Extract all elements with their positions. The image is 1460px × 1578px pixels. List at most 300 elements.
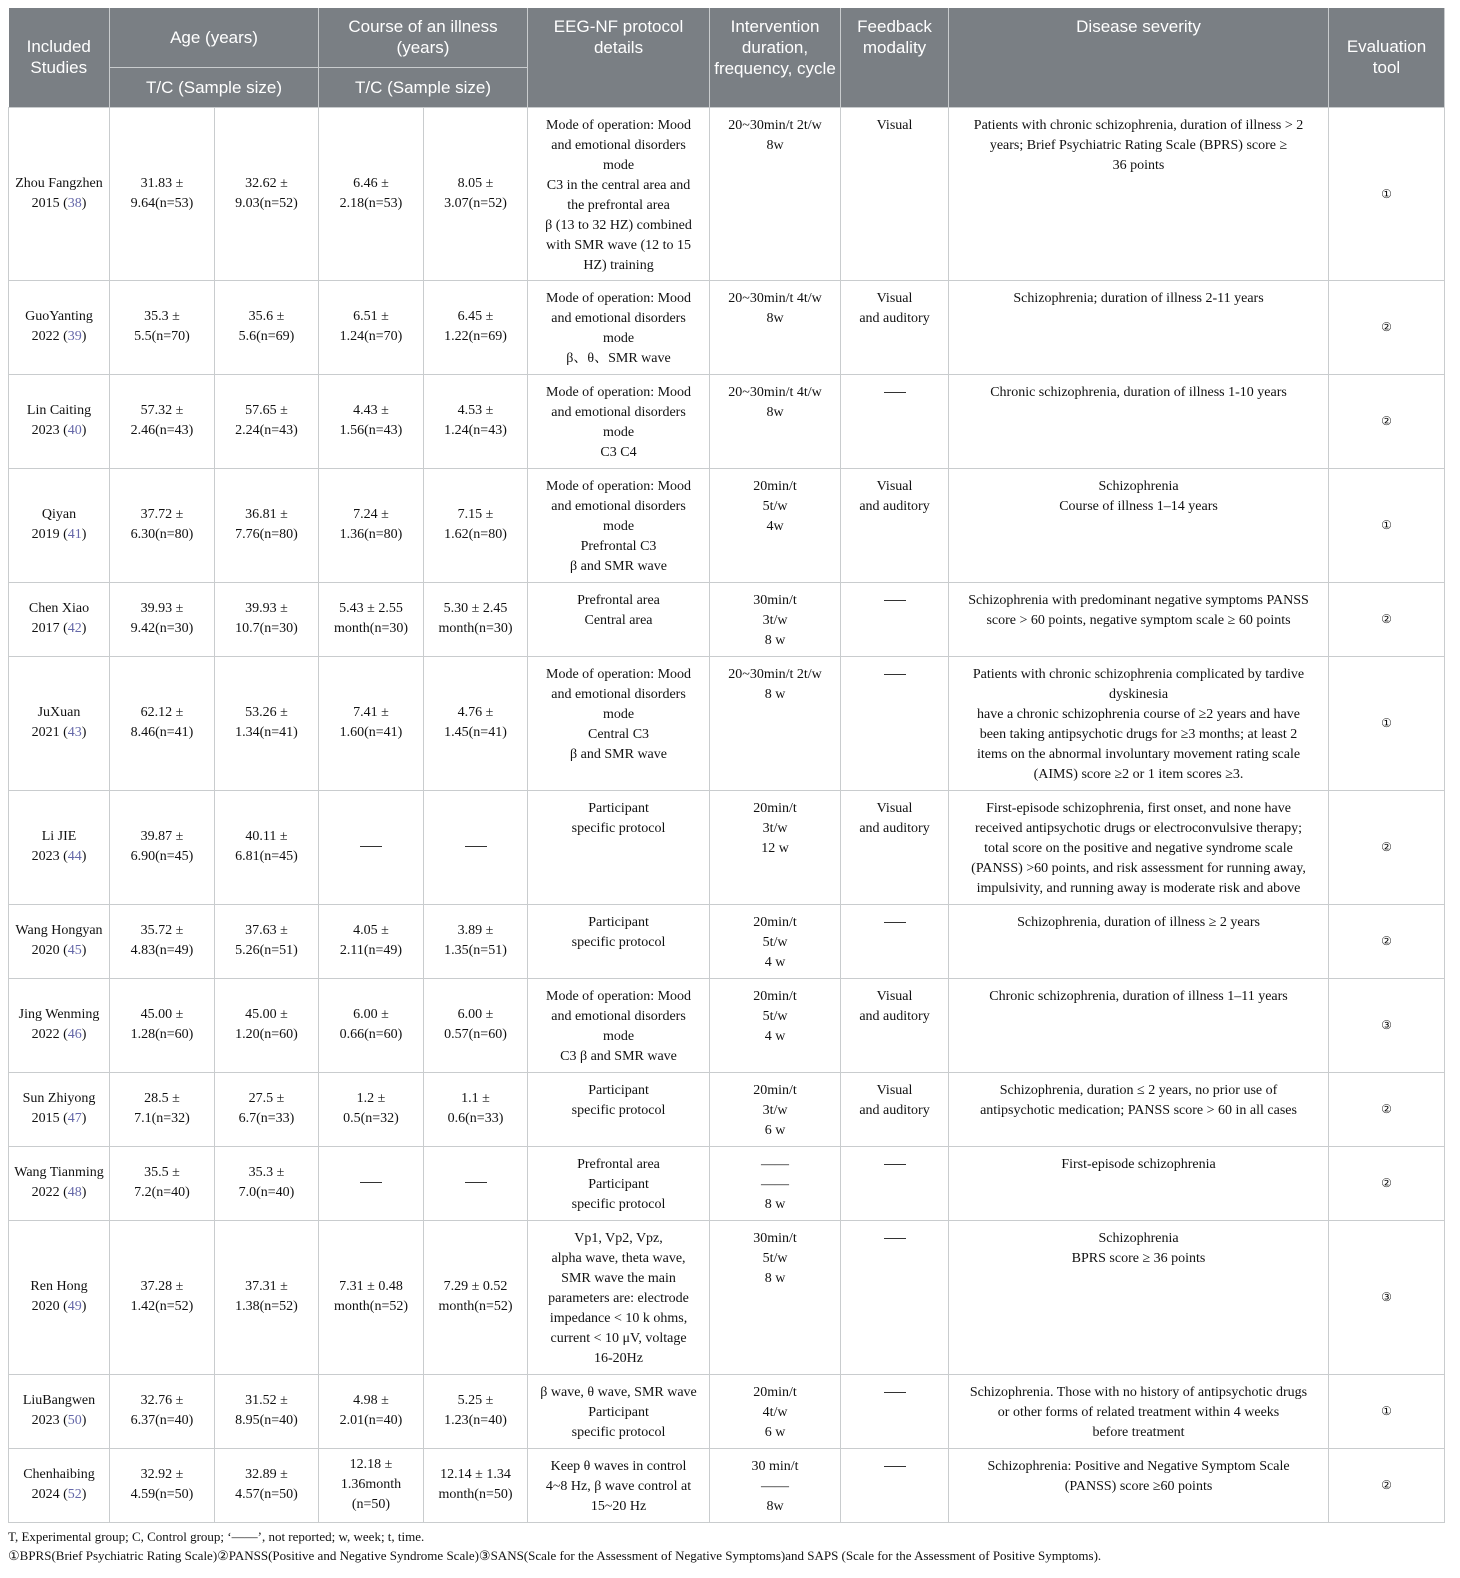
- cell-severity-text: Schizophrenia Course of illness 1–14 years: [1059, 478, 1218, 514]
- study-name: Chenhaibing: [23, 1467, 95, 1482]
- cell-evaluation-tool-text: ②: [1381, 320, 1392, 334]
- cell-feedback: [841, 1146, 949, 1220]
- study-year: 2015: [31, 1111, 60, 1126]
- cell-protocol: [528, 280, 710, 374]
- cell-feedback: [841, 790, 949, 904]
- study-reference-link[interactable]: 46: [67, 1027, 82, 1042]
- cell-severity-text: First-episode schizophrenia: [1061, 1156, 1216, 1172]
- cell-feedback: [841, 582, 949, 656]
- studies-table: [8, 8, 1445, 1523]
- cell-age-c: [215, 107, 319, 280]
- study-reference-link[interactable]: 45: [67, 943, 82, 958]
- cell-age-c: [215, 790, 319, 904]
- study-year-ref: 2017 (42): [31, 621, 87, 636]
- cell-feedback: [841, 107, 949, 280]
- table-row: [9, 1448, 1445, 1522]
- cell-course-c: [424, 904, 528, 978]
- cell-course-c: [424, 374, 528, 468]
- cell-severity: [949, 978, 1329, 1072]
- cell-age-c: [215, 374, 319, 468]
- cell-evaluation-tool: [1329, 1448, 1445, 1522]
- header-course: Course of an illness (years): [319, 8, 528, 67]
- cell-evaluation-tool-text: ③: [1381, 1018, 1392, 1032]
- cell-intervention: [710, 1146, 841, 1220]
- study-reference-link[interactable]: 52: [67, 1487, 82, 1502]
- cell-severity: [949, 1374, 1329, 1448]
- study-reference-link[interactable]: 42: [67, 621, 82, 636]
- cell-age-c-text: 53.26 ± 1.34(n=41): [235, 705, 298, 740]
- cell-evaluation-tool: [1329, 1220, 1445, 1374]
- cell-severity: [949, 468, 1329, 582]
- cell-protocol-text: Participant specific protocol: [571, 800, 666, 836]
- cell-age-c-text: 40.11 ± 6.81(n=45): [235, 829, 298, 864]
- study-year: 2022: [31, 329, 60, 344]
- cell-age-c: [215, 978, 319, 1072]
- cell-age-t-text: 35.5 ± 7.2(n=40): [134, 1165, 190, 1200]
- not-reported-dash: [884, 674, 906, 675]
- cell-course-c-text: 1.1 ± 0.6(n=33): [447, 1091, 504, 1126]
- cell-study: [9, 374, 110, 468]
- cell-protocol: [528, 1146, 710, 1220]
- study-reference-link[interactable]: 43: [67, 725, 82, 740]
- table-row: [9, 468, 1445, 582]
- cell-intervention-text: 20~30min/t 2t/w 8w: [728, 117, 822, 153]
- cell-severity: [949, 1220, 1329, 1374]
- cell-evaluation-tool-text: ①: [1381, 716, 1392, 730]
- header-evaluation-tool: Evaluation tool: [1329, 8, 1445, 107]
- cell-severity: [949, 1072, 1329, 1146]
- cell-feedback: [841, 978, 949, 1072]
- cell-evaluation-tool: [1329, 1146, 1445, 1220]
- cell-age-c: [215, 1146, 319, 1220]
- not-reported-dash: [465, 846, 487, 847]
- study-name: GuoYanting: [25, 309, 93, 324]
- cell-course-t: [319, 1220, 424, 1374]
- cell-course-t: [319, 107, 424, 280]
- cell-severity-text: Schizophrenia with predominant negative symptoms PANSS score > 60 points, negative symptom scale ≥ 60 points: [968, 592, 1309, 628]
- cell-severity: [949, 374, 1329, 468]
- cell-intervention-text: 20~30min/t 4t/w 8w: [728, 290, 822, 326]
- cell-protocol-text: Mode of operation: Mood and emotional disorders mode β、θ、SMR wave: [546, 290, 692, 366]
- cell-study: [9, 107, 110, 280]
- cell-course-t: [319, 1072, 424, 1146]
- cell-age-t-text: 35.3 ± 5.5(n=70): [134, 309, 190, 344]
- cell-protocol: [528, 656, 710, 790]
- cell-age-c-text: 32.62 ± 9.03(n=52): [235, 175, 298, 211]
- cell-protocol-text: β wave, θ wave, SMR wave Participant specific protocol: [540, 1384, 697, 1440]
- cell-severity-text: Patients with chronic schizophrenia, duration of illness > 2 years; Brief Psychiatric Rating Scale (BPRS) score ≥ 36 points: [973, 117, 1304, 173]
- cell-severity: [949, 1448, 1329, 1522]
- cell-study: [9, 978, 110, 1072]
- cell-protocol: [528, 1448, 710, 1522]
- cell-course-c: [424, 1220, 528, 1374]
- cell-intervention-text: 20min/t 5t/w 4 w: [753, 988, 797, 1044]
- table-container: [8, 8, 1452, 1565]
- cell-evaluation-tool-text: ①: [1381, 1404, 1392, 1418]
- cell-intervention-text: 20~30min/t 4t/w 8w: [728, 384, 822, 420]
- cell-severity: [949, 582, 1329, 656]
- study-reference-link[interactable]: 40: [67, 423, 82, 438]
- cell-course-c-text: 7.29 ± 0.52 month(n=52): [438, 1279, 513, 1314]
- cell-evaluation-tool: [1329, 582, 1445, 656]
- cell-protocol: [528, 468, 710, 582]
- cell-age-t: [110, 790, 215, 904]
- cell-course-t-text: 6.51 ± 1.24(n=70): [339, 309, 403, 344]
- cell-course-t: [319, 904, 424, 978]
- cell-age-t-text: 32.92 ± 4.59(n=50): [130, 1467, 194, 1502]
- cell-course-c: [424, 1374, 528, 1448]
- cell-age-c-text: 27.5 ± 6.7(n=33): [238, 1091, 295, 1126]
- cell-feedback-text: Visual: [876, 117, 913, 133]
- cell-study: [9, 1220, 110, 1374]
- cell-age-t-text: 45.00 ± 1.28(n=60): [130, 1007, 194, 1042]
- cell-age-c: [215, 1448, 319, 1522]
- cell-protocol: [528, 904, 710, 978]
- cell-course-c: [424, 582, 528, 656]
- cell-course-c: [424, 978, 528, 1072]
- study-year-ref: 2022 (39): [31, 329, 87, 344]
- study-year: 2023: [31, 1413, 60, 1428]
- cell-study: [9, 1072, 110, 1146]
- study-year: 2023: [31, 423, 60, 438]
- cell-severity: [949, 656, 1329, 790]
- header-intervention: Intervention duration, frequency, cycle: [710, 8, 841, 107]
- cell-age-t-text: 62.12 ± 8.46(n=41): [130, 705, 194, 740]
- cell-evaluation-tool: [1329, 374, 1445, 468]
- cell-protocol-text: Prefrontal area Central area: [577, 592, 660, 628]
- cell-evaluation-tool: [1329, 656, 1445, 790]
- header-severity: Disease severity: [949, 8, 1329, 107]
- cell-feedback: [841, 656, 949, 790]
- cell-intervention: [710, 790, 841, 904]
- study-year: 2022: [31, 1185, 60, 1200]
- cell-intervention-text: 30min/t 3t/w 8 w: [753, 592, 797, 648]
- cell-intervention: [710, 1072, 841, 1146]
- cell-severity-text: Schizophrenia: Positive and Negative Symptom Scale (PANSS) score ≥60 points: [987, 1458, 1290, 1494]
- cell-course-t: [319, 468, 424, 582]
- cell-age-t: [110, 1072, 215, 1146]
- not-reported-dash: [884, 1392, 906, 1393]
- cell-course-c-text: 7.15 ± 1.62(n=80): [444, 507, 507, 542]
- cell-age-c: [215, 1220, 319, 1374]
- study-year-ref: 2023 (40): [31, 423, 87, 438]
- cell-age-t: [110, 582, 215, 656]
- table-row: [9, 978, 1445, 1072]
- cell-feedback-text: Visual and auditory: [859, 290, 930, 326]
- cell-severity-text: Schizophrenia BPRS score ≥ 36 points: [1071, 1230, 1206, 1266]
- cell-intervention: [710, 1448, 841, 1522]
- table-row: [9, 107, 1445, 280]
- cell-severity: [949, 790, 1329, 904]
- study-year: 2019: [31, 527, 60, 542]
- cell-intervention-text: 20min/t 3t/w 6 w: [753, 1082, 797, 1138]
- cell-protocol: [528, 374, 710, 468]
- cell-feedback-text: Visual and auditory: [859, 800, 930, 836]
- study-name: Lin Caiting: [26, 403, 92, 418]
- cell-protocol-text: Mode of operation: Mood and emotional disorders mode Central C3 β and SMR wave: [546, 666, 692, 762]
- study-reference-link[interactable]: 47: [67, 1111, 82, 1126]
- cell-course-c-text: 6.00 ± 0.57(n=60): [444, 1007, 507, 1042]
- cell-intervention-text: 20min/t 5t/w 4w: [753, 478, 797, 534]
- study-reference-link[interactable]: 38: [67, 195, 82, 211]
- not-reported-dash: [465, 1182, 487, 1183]
- cell-protocol-text: Mode of operation: Mood and emotional disorders mode Prefrontal C3 β and SMR wave: [546, 478, 692, 574]
- table-row: [9, 790, 1445, 904]
- cell-age-c: [215, 904, 319, 978]
- cell-evaluation-tool: [1329, 107, 1445, 280]
- cell-protocol-text: Mode of operation: Mood and emotional disorders mode C3 in the central area and the prefrontal area β (13 to 32 HZ) combined with SMR wave (12 to 15 HZ) training: [545, 117, 692, 273]
- cell-severity-text: Patients with chronic schizophrenia complicated by tardive dyskinesia have a chronic schizophrenia course of ≥2 years and have been taking antipsychotic drugs for ≥3 months; at least 2 items on the abnormal involuntary movement rating scale (AIMS) score ≥2 or 1 item scores ≥3.: [972, 666, 1305, 782]
- cell-age-c-text: 37.63 ± 5.26(n=51): [235, 923, 298, 958]
- cell-feedback-text: Visual and auditory: [859, 1082, 930, 1118]
- study-year: 2024: [31, 1487, 60, 1502]
- cell-course-t: [319, 978, 424, 1072]
- cell-protocol: [528, 582, 710, 656]
- study-name: JuXuan: [37, 705, 81, 720]
- cell-severity-text: Chronic schizophrenia, duration of illness 1-10 years: [990, 384, 1287, 400]
- cell-evaluation-tool-text: ①: [1381, 186, 1392, 201]
- cell-evaluation-tool-text: ②: [1381, 934, 1392, 948]
- study-name: Jing Wenming: [18, 1007, 100, 1022]
- cell-protocol-text: Mode of operation: Mood and emotional disorders mode C3 C4: [546, 384, 692, 460]
- cell-protocol-text: Keep θ waves in control 4~8 Hz, β wave control at 15~20 Hz: [545, 1458, 692, 1514]
- cell-protocol-text: Vp1, Vp2, Vpz, alpha wave, theta wave, SMR wave the main parameters are: electrode impedance < 10 k ohms, current < 10 μV, voltage 16-20Hz: [548, 1230, 689, 1366]
- cell-course-t-text: 5.43 ± 2.55 month(n=30): [334, 601, 408, 636]
- cell-age-t-text: 31.83 ± 9.64(n=53): [130, 175, 194, 211]
- study-year-ref: 2022 (48): [31, 1185, 87, 1200]
- cell-age-t-text: 32.76 ± 6.37(n=40): [130, 1393, 194, 1428]
- cell-evaluation-tool: [1329, 1374, 1445, 1448]
- study-year-ref: 2022 (46): [31, 1027, 87, 1042]
- study-year-ref: 2023 (50): [31, 1413, 87, 1428]
- cell-intervention: [710, 468, 841, 582]
- header-age-sub: T/C (Sample size): [110, 67, 319, 107]
- cell-severity-text: Chronic schizophrenia, duration of illness 1–11 years: [989, 988, 1288, 1004]
- study-year-ref: 2019 (41): [31, 527, 87, 542]
- cell-feedback-text: Visual and auditory: [859, 988, 930, 1024]
- cell-age-t-text: 57.32 ± 2.46(n=43): [130, 403, 194, 438]
- cell-study: [9, 904, 110, 978]
- cell-age-t: [110, 374, 215, 468]
- cell-age-c-text: 32.89 ± 4.57(n=50): [235, 1467, 298, 1502]
- study-year: 2017: [31, 621, 60, 636]
- table-body: [9, 107, 1445, 1522]
- cell-course-c-text: 5.25 ± 1.23(n=40): [444, 1393, 507, 1428]
- table-row: [9, 1146, 1445, 1220]
- cell-age-t: [110, 468, 215, 582]
- study-year: 2015: [31, 195, 60, 211]
- cell-study: [9, 1374, 110, 1448]
- table-row: [9, 656, 1445, 790]
- cell-course-c: [424, 1072, 528, 1146]
- cell-course-c-text: 3.89 ± 1.35(n=51): [444, 923, 507, 958]
- cell-age-t-text: 35.72 ± 4.83(n=49): [130, 923, 194, 958]
- cell-evaluation-tool: [1329, 904, 1445, 978]
- study-reference-link[interactable]: 49: [67, 1299, 82, 1314]
- cell-evaluation-tool-text: ③: [1381, 1290, 1392, 1304]
- not-reported-dash: [884, 1466, 906, 1467]
- cell-intervention-text: 20min/t 5t/w 4 w: [753, 914, 797, 970]
- cell-course-t: [319, 1448, 424, 1522]
- cell-intervention: [710, 582, 841, 656]
- cell-age-t: [110, 1448, 215, 1522]
- header-included-studies: Included Studies: [9, 8, 110, 107]
- study-reference-link[interactable]: 44: [67, 849, 82, 864]
- study-year-ref: 2020 (49): [31, 1299, 87, 1314]
- cell-course-c-text: 6.45 ± 1.22(n=69): [444, 309, 507, 344]
- cell-course-c: [424, 468, 528, 582]
- study-reference-link[interactable]: 41: [67, 527, 82, 542]
- cell-feedback: [841, 1374, 949, 1448]
- cell-feedback: [841, 280, 949, 374]
- cell-intervention-text: 20min/t 3t/w 12 w: [753, 800, 797, 856]
- cell-course-t-text: 6.00 ± 0.66(n=60): [339, 1007, 403, 1042]
- cell-course-t: [319, 790, 424, 904]
- cell-study: [9, 1146, 110, 1220]
- cell-intervention: [710, 1374, 841, 1448]
- cell-course-t: [319, 1374, 424, 1448]
- header-protocol: EEG-NF protocol details: [528, 8, 710, 107]
- cell-course-c: [424, 1146, 528, 1220]
- cell-intervention: [710, 107, 841, 280]
- not-reported-dash: [884, 922, 906, 923]
- cell-age-c: [215, 582, 319, 656]
- cell-age-c: [215, 280, 319, 374]
- cell-evaluation-tool-text: ①: [1381, 518, 1392, 532]
- cell-age-c: [215, 468, 319, 582]
- cell-protocol: [528, 978, 710, 1072]
- cell-age-t-text: 37.72 ± 6.30(n=80): [130, 507, 194, 542]
- cell-severity-text: First-episode schizophrenia, first onset, and none have received antipsychotic drugs or electroconvulsive therapy; total score on the positive and negative syndrome scale (PANSS) >60 points, and risk assessment for running away, impulsivity, and running away is moderate risk and above: [971, 800, 1306, 896]
- cell-severity: [949, 904, 1329, 978]
- cell-evaluation-tool-text: ②: [1381, 414, 1392, 428]
- cell-intervention: [710, 374, 841, 468]
- study-name: Qiyan: [41, 507, 77, 522]
- study-name: Li JIE: [41, 829, 77, 844]
- cell-study: [9, 582, 110, 656]
- cell-study: [9, 790, 110, 904]
- cell-intervention: [710, 1220, 841, 1374]
- study-year-ref: 2015 (47): [31, 1111, 87, 1126]
- cell-feedback: [841, 1448, 949, 1522]
- cell-evaluation-tool-text: ②: [1381, 612, 1392, 626]
- cell-protocol: [528, 1220, 710, 1374]
- study-name: Ren Hong: [30, 1279, 88, 1294]
- cell-course-t-text: 6.46 ± 2.18(n=53): [339, 175, 403, 211]
- cell-evaluation-tool: [1329, 468, 1445, 582]
- cell-protocol: [528, 107, 710, 280]
- study-year: 2022: [31, 1027, 60, 1042]
- study-name: Wang Tianming: [14, 1165, 104, 1180]
- cell-intervention: [710, 656, 841, 790]
- study-year: 2023: [31, 849, 60, 864]
- table-row: [9, 582, 1445, 656]
- cell-age-t-text: 28.5 ± 7.1(n=32): [134, 1091, 190, 1126]
- not-reported-dash: [360, 1182, 382, 1183]
- cell-age-c-text: 31.52 ± 8.95(n=40): [235, 1393, 298, 1428]
- cell-evaluation-tool: [1329, 1072, 1445, 1146]
- cell-age-c-text: 45.00 ± 1.20(n=60): [235, 1007, 298, 1042]
- cell-course-c-text: 4.76 ± 1.45(n=41): [444, 705, 507, 740]
- not-reported-dash: [884, 1238, 906, 1239]
- cell-evaluation-tool: [1329, 280, 1445, 374]
- cell-course-t: [319, 656, 424, 790]
- cell-age-c-text: 36.81 ± 7.76(n=80): [235, 507, 298, 542]
- cell-age-t: [110, 280, 215, 374]
- study-year: 2020: [31, 1299, 60, 1314]
- cell-evaluation-tool-text: ②: [1381, 1102, 1392, 1116]
- table-row: [9, 904, 1445, 978]
- cell-course-c: [424, 1448, 528, 1522]
- cell-intervention: [710, 280, 841, 374]
- cell-study: [9, 1448, 110, 1522]
- cell-course-t-text: 4.43 ± 1.56(n=43): [339, 403, 403, 438]
- cell-course-c-text: 8.05 ± 3.07(n=52): [444, 175, 507, 211]
- cell-course-t-text: 7.31 ± 0.48 month(n=52): [334, 1279, 408, 1314]
- cell-protocol: [528, 790, 710, 904]
- not-reported-dash: [884, 600, 906, 601]
- cell-intervention-text: 30min/t 5t/w 8 w: [753, 1230, 797, 1286]
- cell-feedback: [841, 1220, 949, 1374]
- notes-scales: ①BPRS(Brief Psychiatric Rating Scale)②PANSS(Positive and Negative Syndrome Scale)③SANS(Scale for the Assessment of Negative Symptoms)and SAPS (Scale for the Assessment of Positive Symptoms).: [8, 1547, 1102, 1563]
- cell-age-t: [110, 1220, 215, 1374]
- study-year-ref: 2021 (43): [31, 725, 87, 740]
- not-reported-dash: [884, 1164, 906, 1165]
- study-name: Zhou Fangzhen: [15, 175, 103, 191]
- cell-feedback: [841, 1072, 949, 1146]
- study-reference-link[interactable]: 39: [67, 329, 82, 344]
- notes-abbreviations: T, Experimental group; C, Control group; ‘——’, not reported; w, week; t, time.: [8, 1528, 425, 1544]
- cell-course-c: [424, 656, 528, 790]
- cell-age-t-text: 39.87 ± 6.90(n=45): [130, 829, 194, 864]
- cell-course-c-text: 12.14 ± 1.34 month(n=50): [438, 1467, 513, 1502]
- cell-course-t: [319, 374, 424, 468]
- not-reported-dash: [360, 846, 382, 847]
- cell-feedback-text: Visual and auditory: [859, 478, 930, 514]
- cell-age-t: [110, 904, 215, 978]
- cell-severity-text: Schizophrenia. Those with no history of antipsychotic drugs or other forms of related treatment within 4 weeks before treatment: [969, 1384, 1308, 1440]
- header-age: Age (years): [110, 8, 319, 67]
- table-row: [9, 374, 1445, 468]
- cell-course-c: [424, 107, 528, 280]
- table-row: [9, 1072, 1445, 1146]
- study-reference-link[interactable]: 50: [67, 1413, 82, 1428]
- cell-evaluation-tool-text: ②: [1381, 840, 1392, 854]
- cell-course-t: [319, 1146, 424, 1220]
- cell-course-t-text: 4.05 ± 2.11(n=49): [339, 923, 403, 958]
- cell-course-c-text: 4.53 ± 1.24(n=43): [444, 403, 507, 438]
- cell-severity: [949, 1146, 1329, 1220]
- cell-age-c-text: 37.31 ± 1.38(n=52): [235, 1279, 298, 1314]
- cell-intervention-text: —— —— 8 w: [761, 1156, 790, 1212]
- study-year: 2020: [31, 943, 60, 958]
- cell-age-c-text: 35.3 ± 7.0(n=40): [238, 1165, 295, 1200]
- study-name: LiuBangwen: [22, 1393, 96, 1408]
- study-reference-link[interactable]: 48: [67, 1185, 82, 1200]
- cell-evaluation-tool-text: ②: [1381, 1176, 1392, 1190]
- cell-course-c-text: 5.30 ± 2.45 month(n=30): [438, 601, 513, 636]
- study-name: Chen Xiao: [28, 601, 90, 616]
- cell-severity-text: Schizophrenia, duration of illness ≥ 2 years: [1017, 914, 1260, 930]
- cell-age-c: [215, 656, 319, 790]
- cell-course-t: [319, 280, 424, 374]
- cell-evaluation-tool: [1329, 790, 1445, 904]
- header-course-sub: T/C (Sample size): [319, 67, 528, 107]
- study-year-ref: 2024 (52): [31, 1487, 87, 1502]
- cell-age-c-text: 35.6 ± 5.6(n=69): [238, 309, 295, 344]
- table-row: [9, 280, 1445, 374]
- study-year: 2021: [31, 725, 60, 740]
